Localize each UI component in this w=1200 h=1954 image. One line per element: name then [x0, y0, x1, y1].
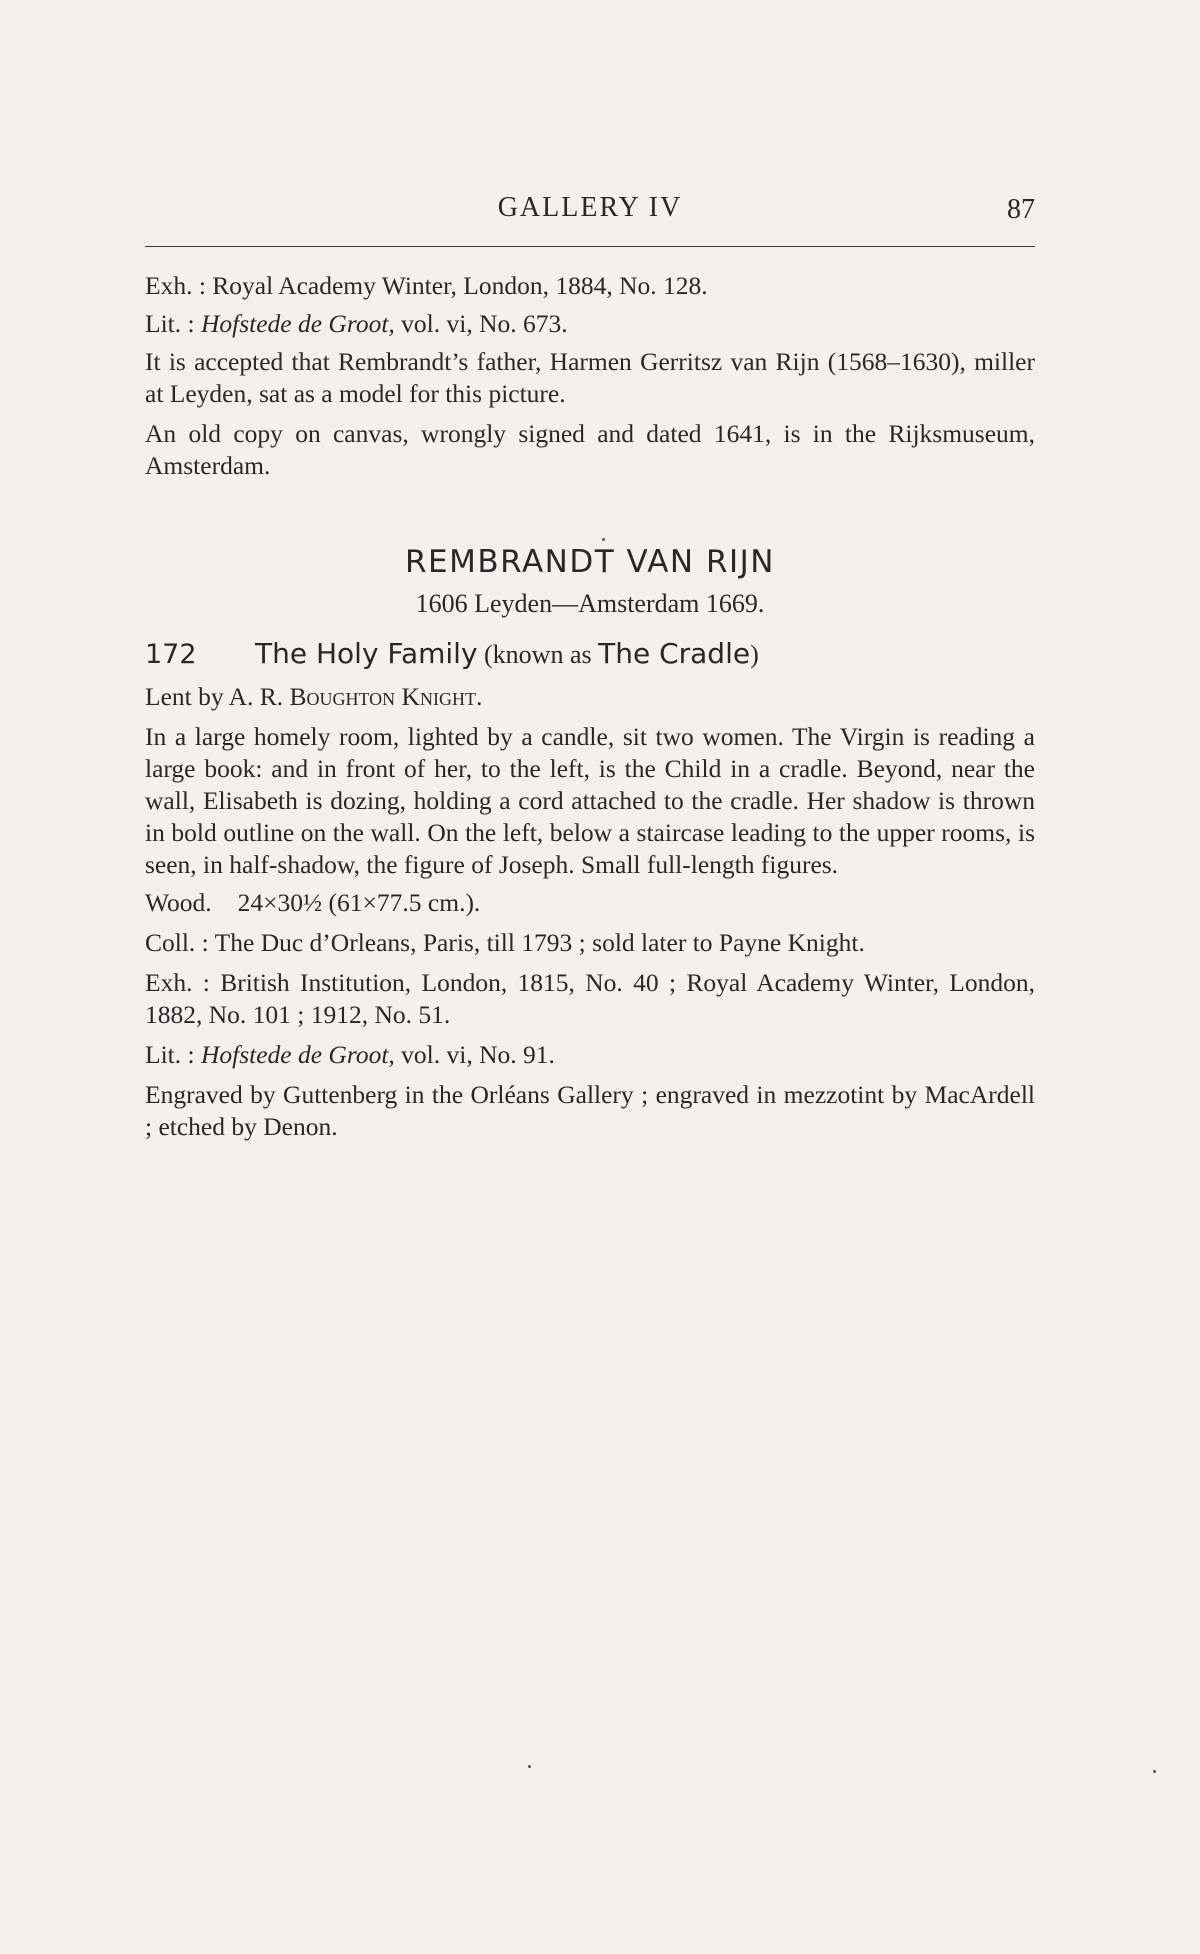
paper-speck [1153, 1770, 1156, 1773]
prev-note-copy: An old copy on canvas, wrongly signed and dated 1641, is in the Rijksmuseum, Amsterdam. [145, 419, 1035, 480]
page-body [145, 270, 1035, 1151]
paper-speck [528, 1765, 531, 1768]
entry-dimensions: 24×30½ (61×77.5 cm.). [237, 888, 481, 917]
entry-lit-author: Hofstede de Groot, [200, 1040, 395, 1069]
entry-alt-title: The Cradle [598, 637, 751, 670]
prev-lit-author: Hofstede de Groot, [200, 309, 395, 338]
entry-literature: Lit. : Hofstede de Groot, vol. vi, No. 91. [145, 1040, 555, 1069]
lender-name: Boughton Knight. [289, 682, 483, 711]
running-head: GALLERY IV [497, 192, 683, 223]
page-header [145, 182, 1035, 232]
entry-description: In a large homely room, lighted by a candle, sit two women. The Virgin is reading a large book: and in front of her, to the left, is the Child in a cradle. Beyond, near the wall, Elisabeth is dozing, holding a cord attached to the cradle. Her shadow is thrown in bold outline on the wall. On the left, below a staircase leading to the upper rooms, is seen, in half-shadow, the figure of Joseph. Small full-length figures. [145, 722, 1035, 879]
prev-note-model: It is accepted that Rembrandt’s father, Harmen Gerritsz van Rijn (1568–1630), miller at Leyden, sat as a model for this picture. [145, 347, 1035, 408]
catalogue-number: 172 [145, 639, 197, 670]
entry-collection: Coll. : The Duc d’Orleans, Paris, till 1793 ; sold later to Payne Knight. [145, 928, 865, 957]
prev-exhibition: Exh. : Royal Academy Winter, London, 1884, No. 128. [145, 271, 708, 300]
prev-literature: Lit. : Hofstede de Groot, vol. vi, No. 673. [145, 309, 568, 338]
page-number: 87 [1007, 194, 1035, 225]
catalogue-entry-heading: 172 The Holy Family (known as The Cradle) [145, 637, 759, 670]
entry-known-as: (known as [477, 640, 599, 669]
header-rule [145, 246, 1035, 247]
entry-engraved: Engraved by Guttenberg in the Orléans Gallery ; engraved in mezzotint by MacArdell ; etched by Denon. [145, 1080, 1035, 1141]
artist-heading: REMBRANDT VAN RIJN [405, 544, 775, 580]
artist-dates: 1606 Leyden—Amsterdam 1669. [415, 589, 765, 618]
paper-speck [602, 538, 605, 541]
entry-exhibition: Exh. : British Institution, London, 1815, No. 40 ; Royal Academy Winter, London, 1882, No. 101 ; 1912, No. 51. [145, 968, 1035, 1029]
entry-title: The Holy Family [255, 637, 478, 670]
entry-medium: Wood. 24×30½ (61×77.5 cm.). [145, 888, 481, 917]
entry-lender: Lent by A. R. Boughton Knight. [145, 682, 483, 711]
